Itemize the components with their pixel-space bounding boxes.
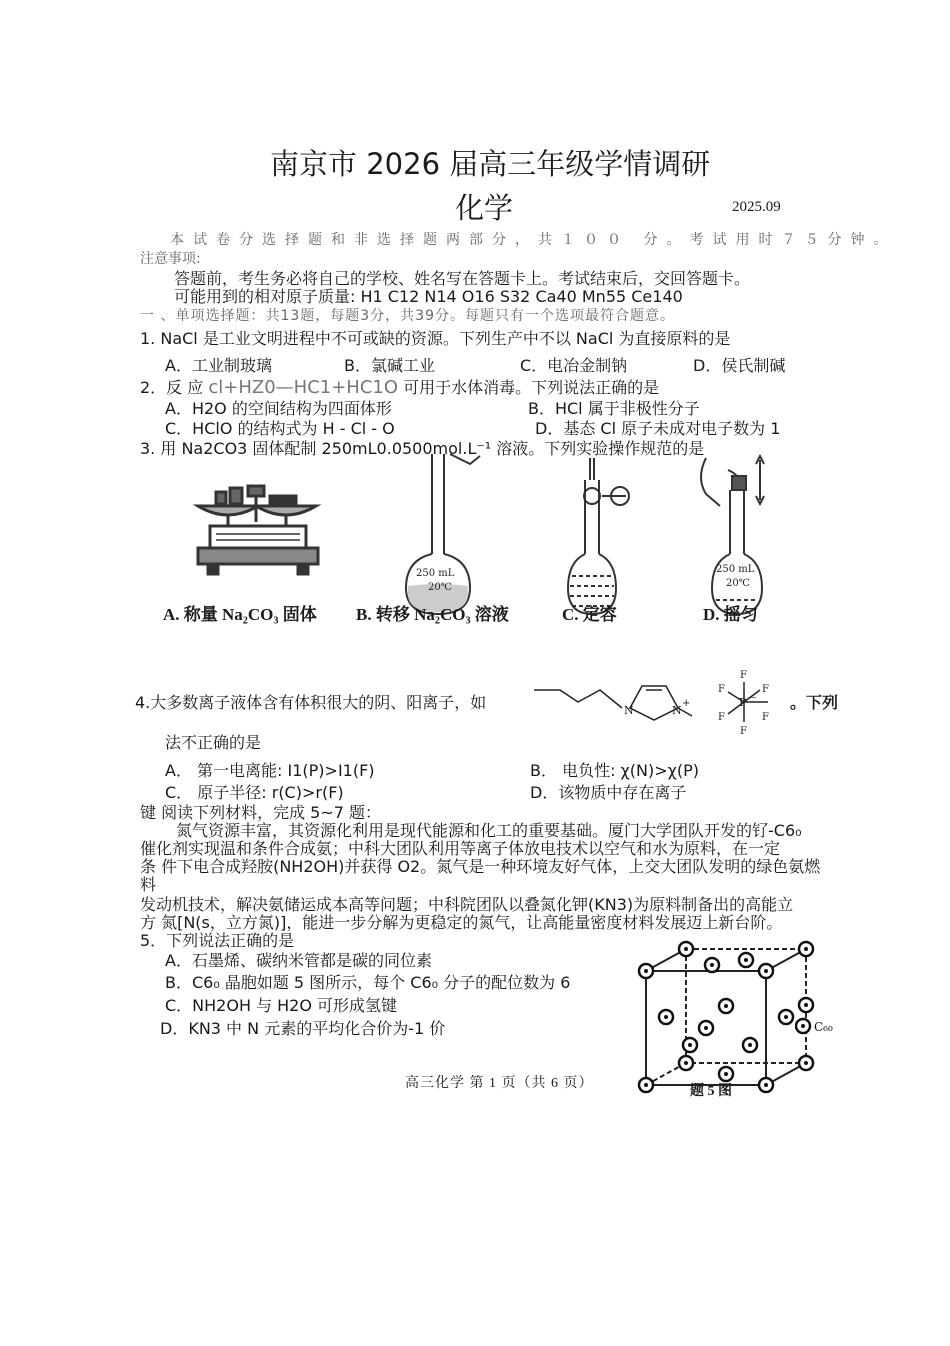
- q2-option-c: C．HClO 的结构式为 H - Cl - O: [165, 419, 395, 438]
- reading-p6: 方 氮[N(s，立方氮)]，能进一步分解为更稳定的氮气，让高能量密度材料发展迈上新台阶。: [140, 913, 783, 932]
- reading-lead: 键 阅读下列材料，完成 5~7 题：: [140, 803, 382, 822]
- q5-option-c: C．NH2OH 与 H2O 可形成氢键: [165, 996, 398, 1015]
- q4-stem-cont: 法不正确的是: [165, 733, 262, 752]
- q5-option-d: D．KN3 中 N 元素的平均化合价为-1 价: [160, 1019, 446, 1038]
- q2-option-b: B．HCl 属于非极性分子: [528, 399, 700, 418]
- q2-equation: cl+HZ0—HC1+HC1O: [208, 377, 399, 398]
- q5-stem: 5．下列说法正确的是: [140, 931, 295, 950]
- volumetric-flask-d-icon: [701, 456, 764, 614]
- q1-option-a: A．工业制玻璃: [165, 356, 272, 375]
- reading-p1: 氮气资源丰富，其资源化利用是现代能源和化工的重要基础。厦门大学团队开发的钌-C6₀: [176, 821, 802, 840]
- cation-charge: +: [682, 698, 691, 709]
- c60-legend: [795, 1016, 841, 1036]
- flask-b-temp: 20℃: [428, 582, 452, 593]
- atom-f-6: F: [762, 712, 769, 723]
- page-footer: 高三化学 第 1 页（共 6 页）: [405, 1076, 594, 1091]
- atom-f-2: F: [740, 726, 747, 736]
- q2-stem-prefix: 2．反 应: [140, 378, 204, 397]
- atom-f-3: F: [718, 684, 725, 695]
- q4-option-b: B． 电负性: χ(N)>χ(P): [530, 761, 700, 780]
- flask-b-volume: 250 mL: [416, 568, 455, 579]
- flask-d-volume: 250 mL: [716, 564, 755, 575]
- reading-p2: 催化剂实现温和条件合成氨；中科大团队利用等离子体放电技术以空气和水为原料，在一定: [140, 839, 781, 858]
- q3-stem: 3. 用 Na2CO3 固体配制 250mL0.0500mol.L⁻¹ 溶液。下列实验操作规范的是: [140, 439, 705, 458]
- exam-date: 2025.09: [732, 199, 781, 215]
- atom-f-4: F: [718, 712, 725, 723]
- q1-option-b: B．氯碱工业: [344, 356, 435, 375]
- q3-caption-a: A. 称量 Na₂CO₃ 固体: [163, 605, 317, 624]
- q1-option-d: D．侯氏制碱: [693, 356, 786, 375]
- q4-stem: 4.大多数离子液体含有体积很大的阴、阳离子，如: [135, 693, 487, 712]
- q3-caption-d: D. 摇匀: [703, 605, 758, 624]
- q4-option-c: C． 原子半径: r(C)>r(F): [165, 783, 344, 802]
- notice-line-1: 答题前，考生务必将自己的学校、姓名写在答题卡上。考试结束后，交回答题卡。: [174, 269, 751, 288]
- q1-option-c: C．电冶金制钠: [520, 356, 628, 375]
- anion-charge: −: [750, 693, 757, 702]
- q4-option-d: D．该物质中存在离子: [530, 783, 687, 802]
- exam-intro: 本试卷分选择题和非选择题两部分，共１００ 分。考试用时７５分钟。: [170, 232, 897, 248]
- volumetric-flask-c-icon: [568, 458, 629, 614]
- exam-title: 南京市 2026 届高三年级学情调研: [270, 147, 711, 181]
- atom-f-1: F: [740, 670, 747, 681]
- c60-legend-label: C₆₀: [814, 1020, 833, 1034]
- q5-option-b: B．C6₀ 晶胞如题 5 图所示，每个 C6₀ 分子的配位数为 6: [165, 973, 571, 992]
- balance-icon: [198, 486, 318, 574]
- q4-stem-tail: 。下列: [790, 693, 839, 712]
- atom-n-2: N: [672, 704, 682, 717]
- atom-p: P: [739, 696, 747, 709]
- reading-p5: 发动机技术，解决氨储运成本高等问题；中科院团队以叠氮化钾(KN3)为原料制备出的高能立: [140, 895, 794, 914]
- subject-title: 化学: [455, 191, 514, 225]
- atom-f-5: F: [762, 684, 769, 695]
- q2-option-d: D．基态 Cl 原子未成对电子数为 1: [535, 419, 781, 438]
- q2-stem-suffix: 可用于水体消毒。下列说法正确的是: [403, 378, 660, 397]
- section-heading: 一 、单项选择题：共13题，每题3分，共39分。每题只有一个选项最符合题意。: [140, 308, 675, 324]
- q5-option-a: A．石墨烯、碳纳米管都是碳的同位素: [165, 951, 432, 970]
- q5-figure-caption: 题 5 图: [690, 1084, 732, 1099]
- ionic-liquid-structure: [530, 664, 800, 736]
- q3-caption-c: C. 定容: [562, 605, 617, 624]
- flask-d-temp: 20℃: [726, 578, 750, 589]
- reading-p4: 料: [140, 875, 157, 894]
- q1-stem: 1. NaCl 是工业文明进程中不可或缺的资源。下列生产中不以 NaCl 为直接原料的是: [140, 329, 731, 348]
- q4-option-a: A． 第一电离能: I1(P)>I1(F): [165, 761, 375, 780]
- atom-n-1: N: [624, 704, 634, 717]
- notice-label: 注意事项:: [140, 251, 201, 267]
- atomic-mass-line: 可能用到的相对原子质量: H1 C12 N14 O16 S32 Ca40 Mn55 Ce140: [174, 287, 683, 306]
- q2-option-a: A．H2O 的空间结构为四面体形: [165, 399, 392, 418]
- q3-caption-b: B. 转移 Na₂CO₃ 溶液: [356, 605, 509, 624]
- reading-p3: 条 件下电合成羟胺(NH2OH)并获得 O2。氮气是一种环境友好气体，上交大团队发明的绿色氨燃: [140, 857, 821, 876]
